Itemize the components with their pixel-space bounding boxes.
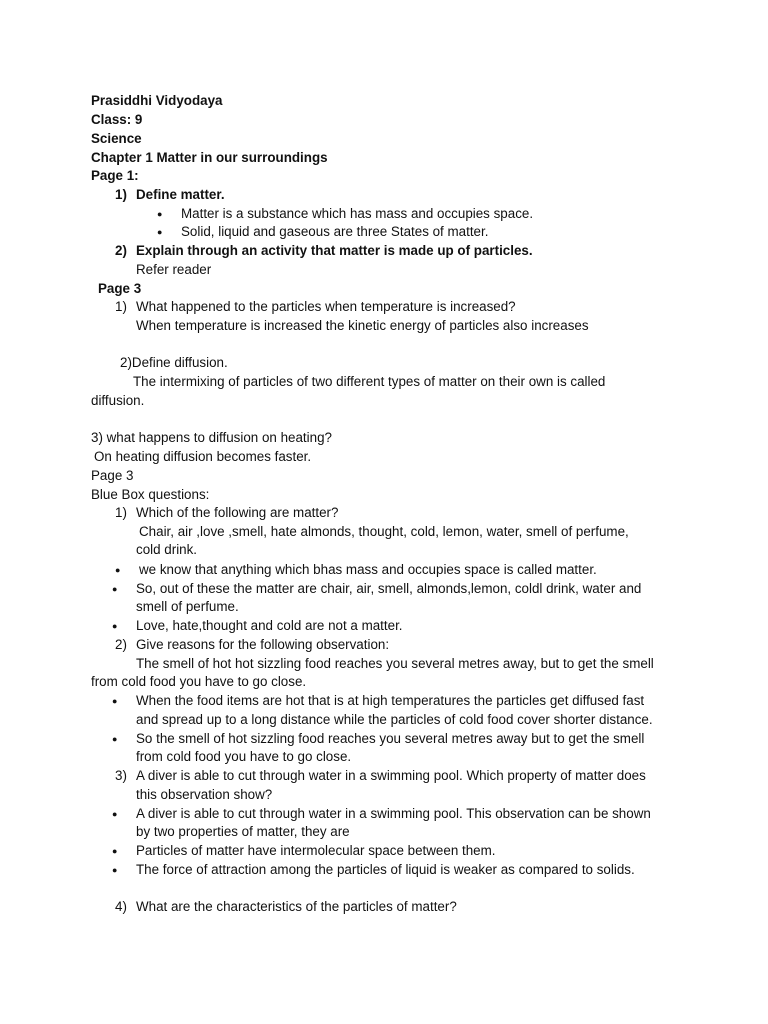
bb-q1-number: 1): [115, 505, 127, 520]
bb-q4-text: What are the characteristics of the particles of matter?: [136, 899, 457, 914]
bb-q1-bullet-3: ● Love, hate,thought and cold are not a matter.: [136, 617, 403, 635]
bb-q4-number: 4): [115, 899, 127, 914]
bb-q1-bullet-2-line2: smell of perfume.: [136, 599, 239, 614]
chapter-title: Chapter 1 Matter in our surroundings: [91, 150, 328, 165]
p3-q1-number: 1): [115, 299, 127, 314]
class-label: Class: 9: [91, 112, 143, 127]
page3-label: Page 3: [98, 281, 142, 296]
bb-q1-bullet-1: ● we know that anything which bhas mass and occupies space is called matter.: [139, 561, 597, 579]
p3-q3-answer: On heating diffusion becomes faster.: [94, 449, 312, 464]
page3-label-2: Page 3: [91, 468, 134, 483]
bb-q3-number: 3): [115, 768, 127, 783]
q1-text: Define matter.: [136, 187, 225, 202]
bb-q1-text: Which of the following are matter?: [136, 505, 339, 520]
blue-box-heading: Blue Box questions:: [91, 487, 210, 502]
bb-q3-bullet-3: ● The force of attraction among the particles of liquid is weaker as compared to solids.: [136, 861, 635, 879]
bb-q2-bullet-2-line1: ● So the smell of hot sizzling food reaches you several metres away but to get the smell: [136, 730, 644, 748]
p3-q2-answer-line1: The intermixing of particles of two different types of matter on their own is called: [133, 374, 606, 389]
bb-q2-bullet-1-line1: ● When the food items are hot that is at high temperatures the particles get diffused fast: [136, 692, 644, 710]
p3-q1-answer: When temperature is increased the kinetic energy of particles also increases: [136, 318, 589, 333]
bb-q1-list-line1: Chair, air ,love ,smell, hate almonds, thought, cold, lemon, water, smell of perfume,: [139, 524, 629, 539]
q1-bullet-1: ● Matter is a substance which has mass and occupies space.: [181, 205, 533, 223]
p3-q2-answer-line2: diffusion.: [91, 393, 145, 408]
p3-q1-text: What happened to the particles when temperature is increased?: [136, 299, 516, 314]
bb-q2-observation-line2: from cold food you have to go close.: [91, 674, 307, 689]
bb-q2-text: Give reasons for the following observation:: [136, 637, 390, 652]
bb-q3-bullet-1-line1: ● A diver is able to cut through water in a swimming pool. This observation can be shown: [136, 805, 651, 823]
bb-q2-bullet-2-line2: from cold food you have to go close.: [136, 749, 352, 764]
bb-q1-bullet-2-line1: ● So, out of these the matter are chair, air, smell, almonds,lemon, coldl drink, water and: [136, 580, 641, 598]
bb-q3-bullet-2: ● Particles of matter have intermolecular space between them.: [136, 842, 496, 860]
bb-q3-text-line2: this observation show?: [136, 787, 273, 802]
q2-number: 2): [115, 243, 127, 258]
school-name: Prasiddhi Vidyodaya: [91, 93, 223, 108]
subject-label: Science: [91, 131, 142, 146]
bb-q2-bullet-1-line2: and spread up to a long distance while the particles of cold food cover shorter distance.: [136, 712, 653, 727]
q2-text: Explain through an activity that matter is made up of particles.: [136, 243, 533, 258]
p3-q3-text: 3) what happens to diffusion on heating?: [91, 430, 332, 445]
q2-answer: Refer reader: [136, 262, 212, 277]
q1-bullet-2: ● Solid, liquid and gaseous are three States of matter.: [181, 223, 488, 241]
bb-q3-text-line1: A diver is able to cut through water in a swimming pool. Which property of matter does: [136, 768, 646, 783]
bb-q2-number: 2): [115, 637, 127, 652]
bb-q1-list-line2: cold drink.: [136, 542, 198, 557]
bb-q3-bullet-1-line2: by two properties of matter, they are: [136, 824, 350, 839]
q1-number: 1): [115, 187, 127, 202]
page1-label: Page 1:: [91, 168, 139, 183]
p3-q2-text: 2)Define diffusion.: [120, 355, 228, 370]
bb-q2-observation-line1: The smell of hot hot sizzling food reaches you several metres away, but to get the smell: [136, 656, 654, 671]
